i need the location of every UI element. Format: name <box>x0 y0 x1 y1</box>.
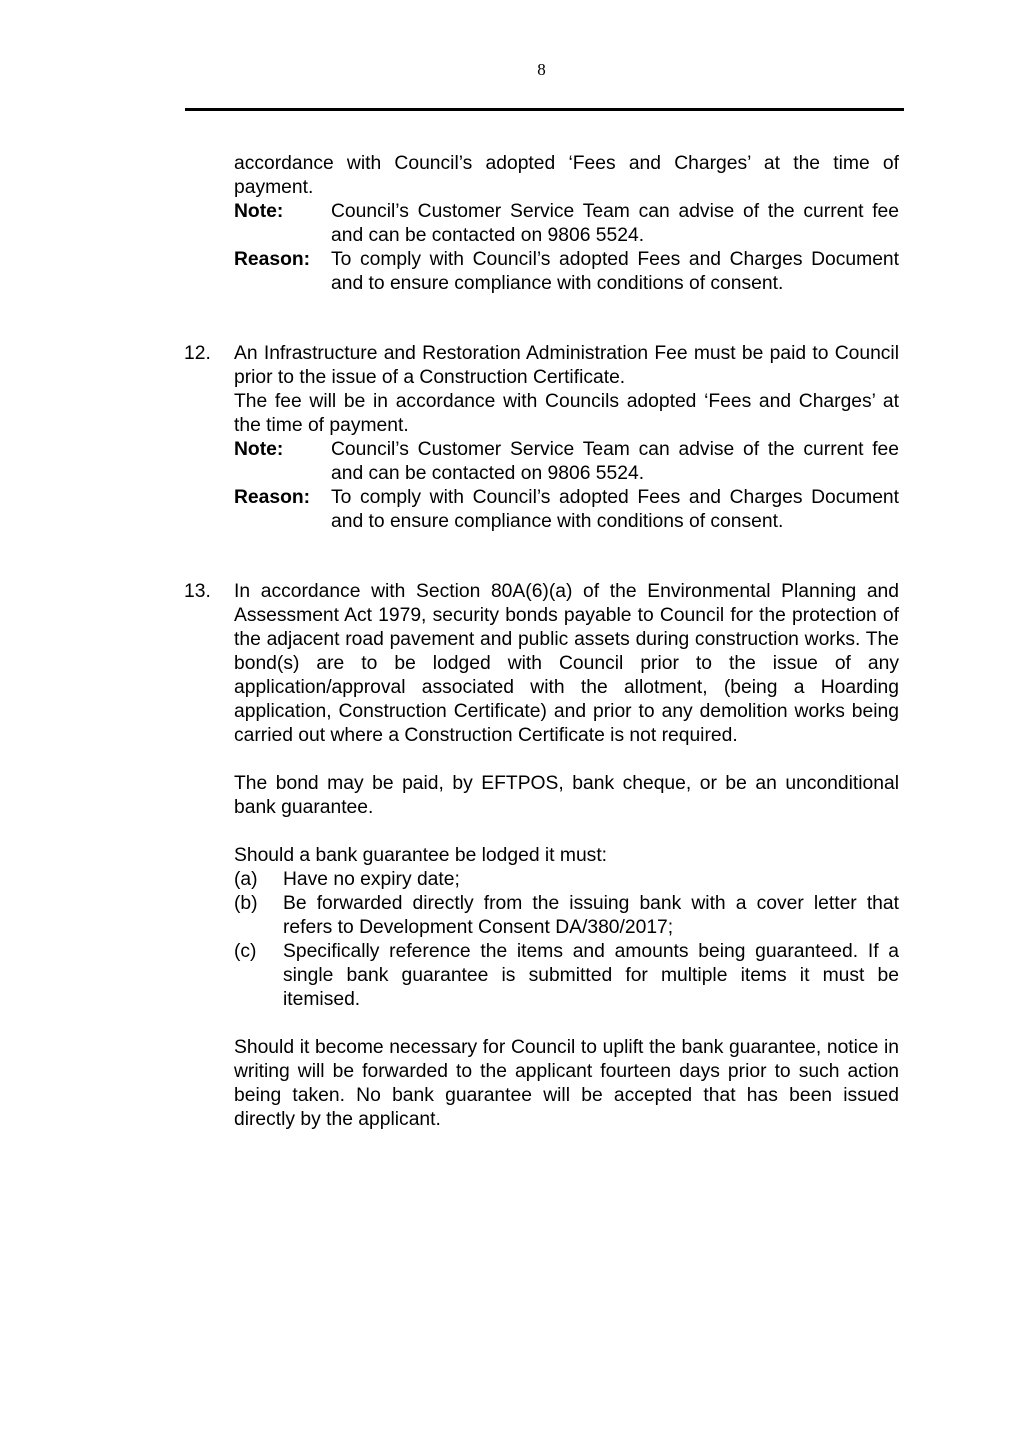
reason-label: Reason: <box>234 487 311 508</box>
reason-label: Reason: <box>234 249 311 270</box>
reason-text: To comply with Council’s adopted Fees and Charges Document and to ensure compliance with conditions of consent. <box>331 487 899 532</box>
page-number: 8 <box>537 60 546 79</box>
list-item <box>234 868 899 892</box>
list-item <box>234 892 899 940</box>
list-text: Specifically reference the items and amounts being guaranteed. If a single bank guarantee is submitted for multiple items it must be itemised. <box>283 941 899 1010</box>
condition-13-para-1: In accordance with Section 80A(6)(a) of the Environmental Planning and Assessment Act 1979, security bonds payable to Council for the protection of the adjacent road pavement and public assets during construction works. The bond(s) are to be lodged with Council prior to the issue of any application/approval associated with the allotment, (being a Hoarding application, Construction Certificate) and prior to any demolition works being carried out where a Construction Certificate is not required. <box>234 581 899 746</box>
condition-12 <box>184 342 899 534</box>
condition-13-para-2: The bond may be paid, by EFTPOS, bank cheque, or be an unconditional bank guarantee. <box>234 773 899 818</box>
list-marker: (a) <box>234 869 258 890</box>
condition-12-text-2: The fee will be in accordance with Councils adopted ‘Fees and Charges’ at the time of payment. <box>234 391 899 436</box>
condition-number: 13. <box>184 581 211 602</box>
continuation-text: accordance with Council’s adopted ‘Fees and Charges’ at the time of payment. <box>234 153 899 198</box>
list-marker: (b) <box>234 893 258 914</box>
document-body <box>184 152 899 1132</box>
condition-12-note <box>234 438 899 486</box>
list-item <box>234 940 899 1012</box>
condition-13-para-3: Should it become necessary for Council to uplift the bank guarantee, notice in writing will be forwarded to the applicant fourteen days prior to such action being taken. No bank guarantee will be accepted that has been issued directly by the applicant. <box>234 1037 899 1130</box>
list-marker: (c) <box>234 941 257 962</box>
condition-13 <box>184 580 899 1132</box>
condition-13-list-intro: Should a bank guarantee be lodged it must: <box>234 845 608 866</box>
note-label: Note: <box>234 439 284 460</box>
list-text: Have no expiry date; <box>283 869 460 890</box>
reason-text: To comply with Council’s adopted Fees and Charges Document and to ensure compliance with conditions of consent. <box>331 249 899 294</box>
note-text: Council’s Customer Service Team can advise of the current fee and can be contacted on 9806 5524. <box>331 201 899 246</box>
header-rule <box>185 108 904 111</box>
condition-12-text-1: An Infrastructure and Restoration Administration Fee must be paid to Council prior to the issue of a Construction Certificate. <box>234 343 899 388</box>
continuation-note <box>234 200 899 248</box>
list-text: Be forwarded directly from the issuing bank with a cover letter that refers to Development Consent DA/380/2017; <box>283 893 899 938</box>
note-label: Note: <box>234 201 284 222</box>
continuation-reason <box>234 248 899 296</box>
note-text: Council’s Customer Service Team can advise of the current fee and can be contacted on 9806 5524. <box>331 439 899 484</box>
condition-number: 12. <box>184 343 211 364</box>
condition-12-reason <box>234 486 899 534</box>
